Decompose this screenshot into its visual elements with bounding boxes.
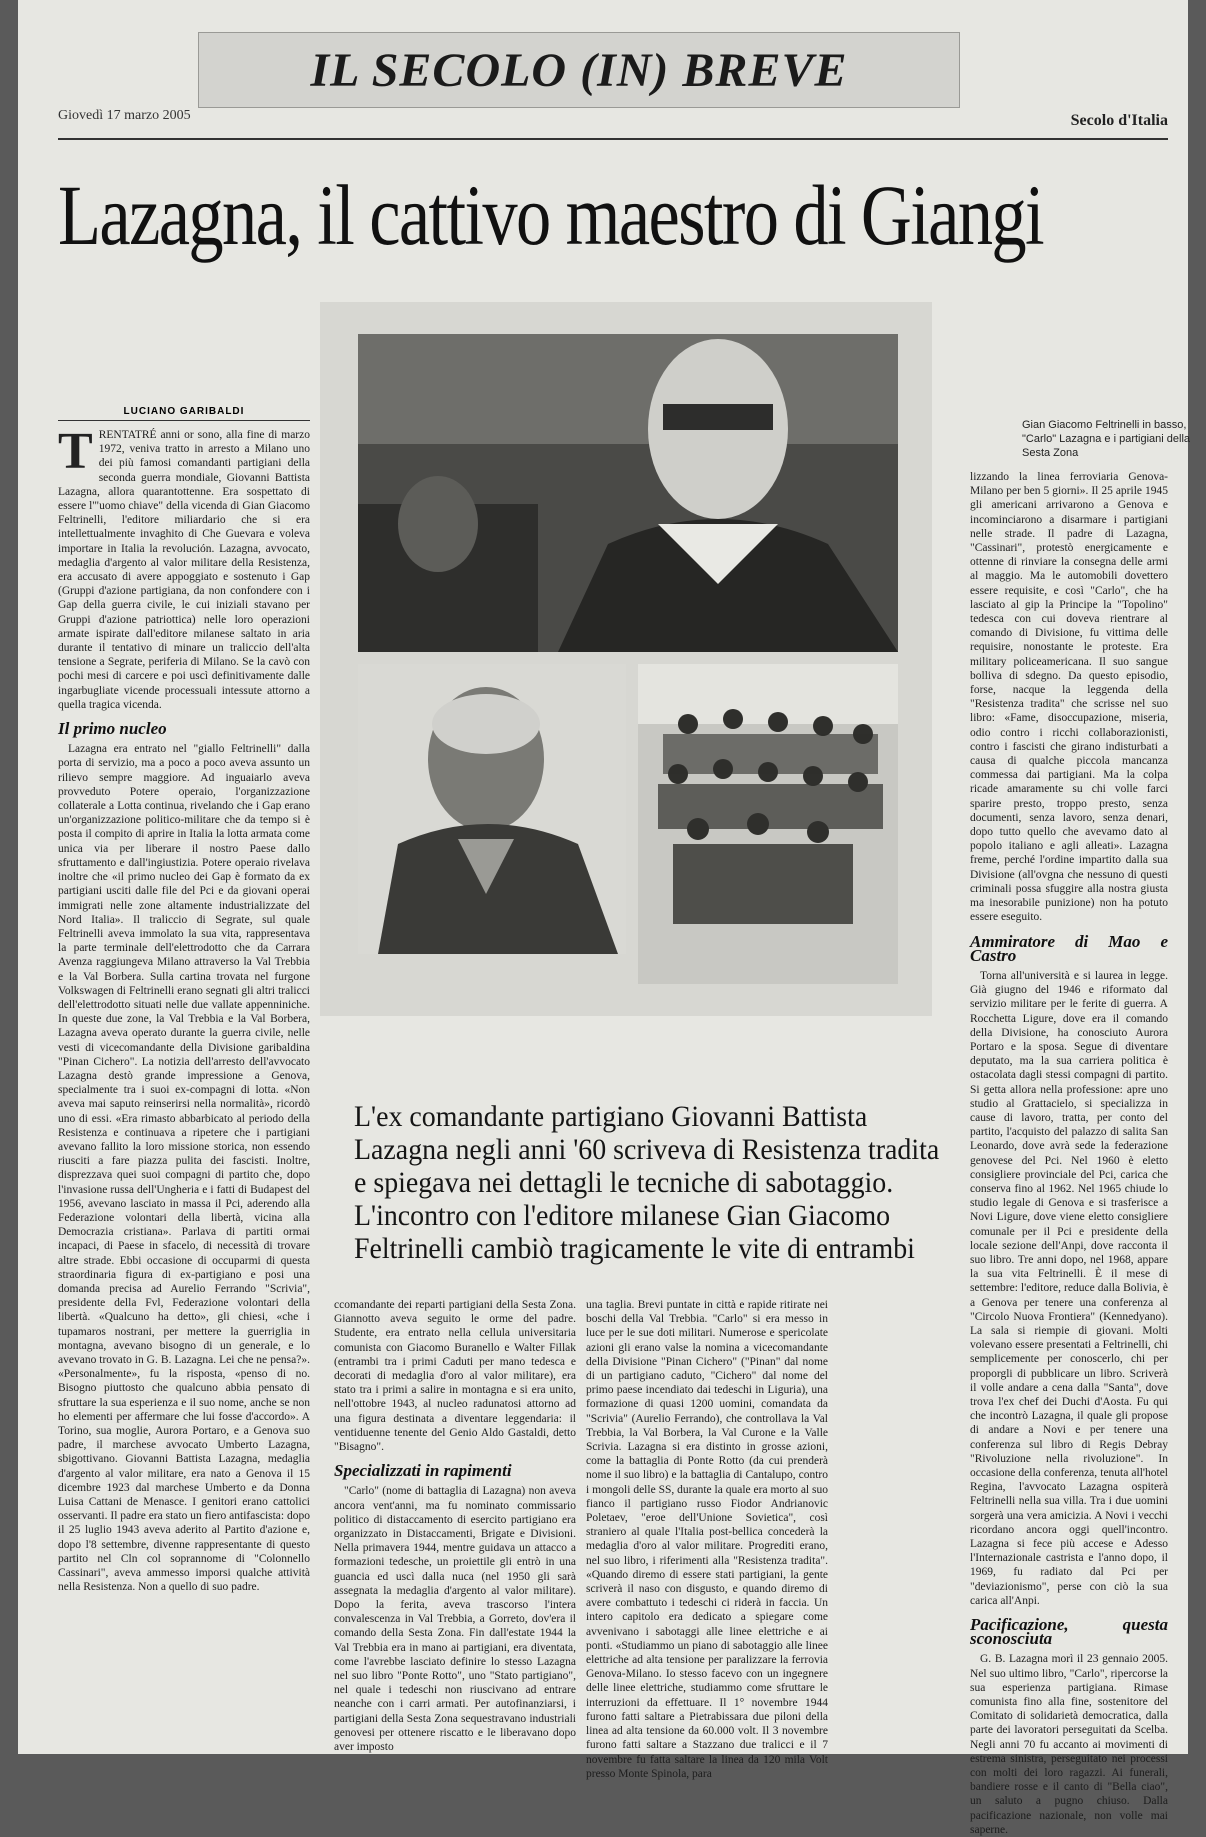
- column-4-body-2: Torna all'università e si laurea in legge. Già giugno del 1946 e riformato dal servizio militare per le ferite di guerra. A Rocchetta Ligure, dove era il comando della Divisione, ha conosciuto Aurora Portaro e la sposa. Segue di diventare deputato, ma la sua carriera politica è ostacolata dagli stessi compagni di partito. Si getta allora nella professione: apre uno studio al Grattacielo, si specializza in cause di lavoro, tratta, per conto del partito, l'acquisto del palazzo di salita San Leonardo, dove avrà sede la federazione genovese del Pci. Nel 1960 è eletto consigliere provinciale del Pci, carica che conserva fino al 1962. Nel 1965 chiude lo studio legale di Genova e si trasferisce a Novi Ligure, dove viene eletto consigliere comunale per il Pci e presidente della locale sezione dell'Anpi, dove racconta il suo libro. Tre anni dopo, nel 1968, appare la sua vita Feltrinelli. È il mese di settembre: l'editore, reduce dalla Bolivia, è a Genova per tenere una conferenza al "Circolo Nuova Frontiera" (Kennedyano). La sala si riempie di giovani. Molti volevano essere presentati a Feltrinelli, chi semplicemente per conoscerlo, chi per proporgli di pubblicare un libro. Scriverà il volle andare a cena dalla "Santa", dove trova l'ex chef dei Duchi d'Aosta. Fu qui che incontrò Lazagna, il quale gli propose di andare a Novi e per tenere una conferenza sul libro di Regis Debray "Rivoluzione nella rivoluzione". In occasione della conferenza, tenuta all'hotel Regina, l'avvocato Lazagna ospiterà Feltrinelli nella sua villa. Tra i due uomini sorgerà una vera amicizia. A Novi i vecchi ricordano ancora oggi quell'incontro. Lazagna si fece più accese e Adesso l'Internazionale castrista e l'anno dopo, il 1969, fu radiato dal Pci per "deviazionismo", perse con ciò la sua carica all'Anpi.: [970, 969, 1168, 1607]
- lead-paragraph: RENTATRÉ anni or sono, alla fine di marzo 1972, veniva tratto in arresto a Milano uno dei più famosi comandanti partigiani della seconda guerra mondiale, Giovanni Battista Lazagna, allora quarantottenne. Era sospettato di essere l'"uomo chiave" della vicenda di Gian Giacomo Feltrinelli, l'editore miliardario che si era intellettualmente invaghito di Che Guevara e voleva importare in Italia la revolución. Lazagna, avvocato, medaglia d'argento al valor militare della Resistenza, era accusato di avere appoggiato e sostenuto i Gap (Gruppi d'azione partigiana, da non confondere con i Gap della guerra civile, le cui iniziali stavano per Gruppi d'azione patriottica) nelle loro operazioni armate ispirate dall'editore milanese saltato in aria durante il tentativo di minare un traliccio dell'alta tensione a Segrate, periferia di Milano. Se la cavò con pochi mesi di carcere e poi uscì definitivamente dalle ingarbugliate vicende processuali intessute attorno a quella tragica vicenda.: [58, 429, 310, 711]
- issue-date: Giovedì 17 marzo 2005: [58, 108, 191, 123]
- column-4: [970, 470, 1168, 1836]
- column-1: [58, 423, 310, 1728]
- photo-lazagna: [358, 664, 626, 954]
- subhead-ammiratore: Ammiratore di Mao e Castro: [970, 931, 1168, 965]
- subhead-specializzati: Specializzati in rapimenti: [334, 1461, 512, 1481]
- column-3-body: una taglia. Brevi puntate in città e rapide ritirate nei boschi della Val Trebbia. "Carlo" si era messo in luce per le sue doti militari. Numerose e spericolate azioni gli erano valse la nomina a vicecomandante della Divisione "Pinan Cichero" ("Pinan" dal nome di un partigiano caduto, "Cichero" dal nome del primo paese incendiato dai tedeschi in Liguria), una formazione di quasi 1200 uomini, comandata da "Scrivia" (Aurelio Ferrando), che controllava la Val Trebbia, la Val Borbera, la Val Curone e la Valle Scrivia. Lazagna si era distinto in grosse azioni, come la battaglia di Ponte Rotto (da cui prenderà nome il suo libro) e la battaglia di Cantalupo, contro i mongoli delle SS, durante la quale era morto al suo fianco il partigiano russo Fiodor Andrianovic Poletaev, "eroe dell'Unione Sovietica", così straniero al quale l'Italia post-bellica concederà la medaglia d'oro al valor militare. Progrediti erano, nel suo libro, i riferimenti alla "Resistenza tradita". «Quando diremo di essere stati partigiani, la gente scriverà il naso con disgusto, e quando diremo di avere combattuto i tedeschi ci riderà in faccia. Un intero capitolo era dedicato a spiegare come avvenivano i sabotaggi alle linee elettriche e ai ponti. «Studiammo un piano di sabotaggio alle linee elettriche ad alta tensione per paralizzare la ferrovia Genova-Milano. Io stesso facevo con un ingegnere delle linee elettriche, studiammo come sfruttare le interruzioni da effettuare. Il 1° novembre 1944 furono fatti saltare a Pietrabissara due piloni della linea ad alta tensione da 60.000 volt. Il 3 novembre furono fatti saltare a Stazzano due tralicci e il 7 novembre fu fatta saltare la linea da 120 mila Volt presso Monte Spinola, para: [586, 1299, 828, 1780]
- subhead-primo-nucleo: Il primo nucleo: [58, 719, 167, 739]
- photo-caption: Gian Giacomo Feltrinelli in basso, "Carlo" Lazagna e i partigiani della Sesta Zona: [1022, 419, 1191, 459]
- column-1-body: Lazagna era entrato nel "giallo Feltrinelli" dalla porta di servizio, ma a poco a poco aveva assunto un rilievo sempre maggiore. Ad inguaiarlo aveva provveduto Potere operaio, l'organizzazione collaterale a Lotta continua, rivelando che i Gap erano un'organizzazione politico-militare che da tempo si è posta il compito di aprire in Italia la lotta armata come unica via per liberare il nostro Paese dallo sfruttamento e dall'ingiustizia. Potere operaio rivelava inoltre che «il primo nucleo dei Gap è formato da ex partigiani usciti dalle file del Pci e da giovani operai immigrati nelle zone altamente industrializzate del Nord Italia». Il traliccio di Segrate, sul quale Feltrinelli aveva immolato la sua vita, rappresentava la parte terminale dell'elettrodotto che da Carrara Avenza raggiungeva Milano attraverso la Val Trebbia e la Val Borbera. Sulla cartina trovata nel furgone Volkswagen di Feltrinelli erano segnati gli altri tralicci dell'elettrodotto situati nelle due vallate appenniniche. In queste due zone, la Val Trebbia e la Val Borbera, Lazagna aveva operato durante la guerra civile, nelle vesti di vicecomandante della Divisione garibaldina "Pinan Cichero". La notizia dell'arresto dell'avvocato Lazagna destò grande impressione a Genova, specialmente tra i suoi ex-compagni di lotta. «Non aveva mai saputo reinserirsi nella normalità», ricordò uno di essi. «Era rimasto abbarbicato al periodo della Resistenza e continuava a ripetere che i partigiani avevano fallito la loro missione storica, non essendo riusciti a fare piazza pulita dei fascisti. Inoltre, disprezzava quei suoi compagni di partito che, dopo l'invasione russa dell'Ungheria e i fatti di Budapest del 1956, avevano lasciato in massa il Pci, aderendo alla Federazione volontari della libertà, vicina alla Democrazia cristiana». Parlava di partiti ormai incapaci, di Paese in sfacelo, di necessità di trovare altre strade. Ebbi occasione di occuparmi di questa straordinaria figura di ex-partigiano e posi una domanda precisa ad Aurelio Ferrando "Scrivia", presidente della Fvl, Federazione volontari della libertà. «Qualcuno ha detto», gli chiesi, «che i tupamaros nostrani, per mettere la guerriglia in montagna, avevano bisogno di un generale, e lo avevano trovato in G. B. Lazagna. Lei che ne pensa?». «Personalmente», fu la risposta, «penso di no. Bisogno piuttosto che qualcuno abbia pensato di sfruttare la sua esperienza e il suo nome, anche se non ho elementi per affermare che lui fosse d'accordo». A Torino, sua moglie, Aurora Portaro, e a Genova suo padre, il marchese avvocato Umberto Lazagna, sbigottivano. Giovanni Battista Lazagna, medaglia d'argento al valor militare, era nato a Genova il 15 dicembre 1923 dal marchese Umberto e da Donna Luisa Cattani de Menasce. I genitori erano cattolici osservanti. Il padre era stato un fiero antifascista: dopo il 25 luglio 1943 aveva aderito al Partito d'azione e, dopo l'8 settembre, divenne rappresentante di questo partito nel Cln col soprannome di "Colonnello Cassinari", aveva ammesso imporsi qualche attività nella Resistenza. Non a quello di suo padre.: [58, 743, 310, 1594]
- dropcap: T: [58, 423, 93, 480]
- masthead-title: IL SECOLO (IN) BREVE: [310, 43, 848, 97]
- photo-feltrinelli: [358, 334, 898, 652]
- column-2: [334, 1298, 576, 1754]
- column-2-body-2: "Carlo" (nome di battaglia di Lazagna) non aveva ancora vent'anni, ma fu nominato commissario politico di distaccamento di esercito partigiano era organizzato in Distaccamenti, Brigate e Divisioni. Nella primavera 1944, mentre guidava un attacco a formazioni tedesche, un proiettile gli entrò in una guancia ed uscì dalla nuca (nel 1950 gli sarà assegnata la medaglia d'argento al valor militare). Dopo la ferita, aveva trascorso l'intera convalescenza in Val Trebbia, a Gorreto, dov'era il comando della Sesta Zona. Fin dall'estate 1944 la Val Trebbia era in mano ai partigiani, era diventata, come l'avrebbe lasciato definire lo stesso Lazagna nel suo libro "Ponte Rotto", uno "Stato partigiano", nel quale i tedeschi non riuscivano ad entrare neanche con i carri armati. Per autofinanziarsi, i partigiani della Sesta Zona sequestravano industriali genovesi per ottenere riscatto e le liberavano dopo aver imposto: [334, 1485, 576, 1754]
- article-deck: L'ex comandante partigiano Giovanni Battista Lazagna negli anni '60 scriveva di Resistenza tradita e spiegava nei dettagli le tecniche di sabotaggio. L'incontro con l'editore milanese Gian Giacomo Feltrinelli cambiò tragicamente le vite di entrambi: [354, 1100, 940, 1265]
- photo-frame: [320, 302, 932, 1016]
- column-4-body: lizzando la linea ferroviaria Genova-Milano per ben 5 giorni». Il 25 aprile 1945 gli americani arrivarono a Genova e incominciarono a disarmare i partigiani nelle strade. Il padre di Lazagna, "Cassinari", protestò energicamente e ottenne di rinviare la consegna delle armi al maggio. Ma le automobili dovettero essere requisite, e così "Carlo", che ha lasciato al gip la Principe la "Topolino" tedesca con cui doveva rientrare al comando di Divisione, fu vittima delle requisire, nonostante le proteste. Era military policeamericana. Il suo sangue bolliva di sdegno. Da questo episodio, forse, nacque la leggenda della "Resistenza tradita" che scrisse nel suo libro: «Fame, disoccupazione, miseria, odio contro i ricchi collaborazionisti, contro i fascisti che girano indisturbati a causa di qualche piccola mancanza commessa dai partigiani. Ma la colpa ricade amaramente su chi volle farci sparire presto, troppo presto, senza documenti, senza lavoro, senza denari, dopo tutto quello che avevamo dato al popolo italiano e agli alleati». Lazagna freme, perché l'ordine impartito dalla sua Divisione (all'ovgna che nessuno di questi criminali possa sfuggire alla nostra giusta ma inesorabile punizione) non ha potuto essere eseguito.: [970, 471, 1168, 924]
- photo-partigiani: [638, 664, 898, 984]
- newspaper-brand: Secolo d'Italia: [1070, 112, 1168, 129]
- article-headline: Lazagna, il cattivo maestro di Giangi: [58, 167, 1043, 263]
- column-3: [586, 1298, 828, 1780]
- column-2-body: ccomandante dei reparti partigiani della Sesta Zona. Giannotto aveva seguito le orme del padre. Studente, era entrato nella cellula universitaria comunista con Giacomo Buranello e Walter Fillak (entrambi tra i primi Caduti per mano tedesca e decorati di medaglia d'oro al valor militare), era stato tra i primi a salire in montagna e si era unito, nell'ottobre 1943, al nucleo radunatosi attorno ad una figura destinata a diventare leggendaria: il ventiduenne tenente del Genio Aldo Gastaldi, detto "Bisagno".: [334, 1299, 576, 1454]
- byline: LUCIANO GARIBALDI: [58, 406, 310, 421]
- header-rule: [58, 138, 1168, 140]
- page-content: [58, 20, 1191, 1836]
- section-masthead: [198, 32, 960, 108]
- newspaper-page: [18, 0, 1191, 1836]
- subhead-pacificazione: Pacificazione, questa sconosciuta: [970, 1615, 1168, 1649]
- column-4-body-3: G. B. Lazagna morì il 23 gennaio 2005. Nel suo ultimo libro, "Carlo", ripercorse la sua esperienza partigiana. Rimase comunista fino alla fine, sostenitore del Comitato di solidarietà democratica, dalla parte dei lavoratori perseguitati da Scelba. Negli anni 70 fu accanto ai movimenti di estrema sinistra, perseguitato nei processi con molti dei loro ragazzi. Ai funerali, bandiere rosse e il canto di "Bella ciao", un saluto a pugno chiuso. Dalla pacificazione nazionale, non volle mai saperne.: [970, 1653, 1168, 1836]
